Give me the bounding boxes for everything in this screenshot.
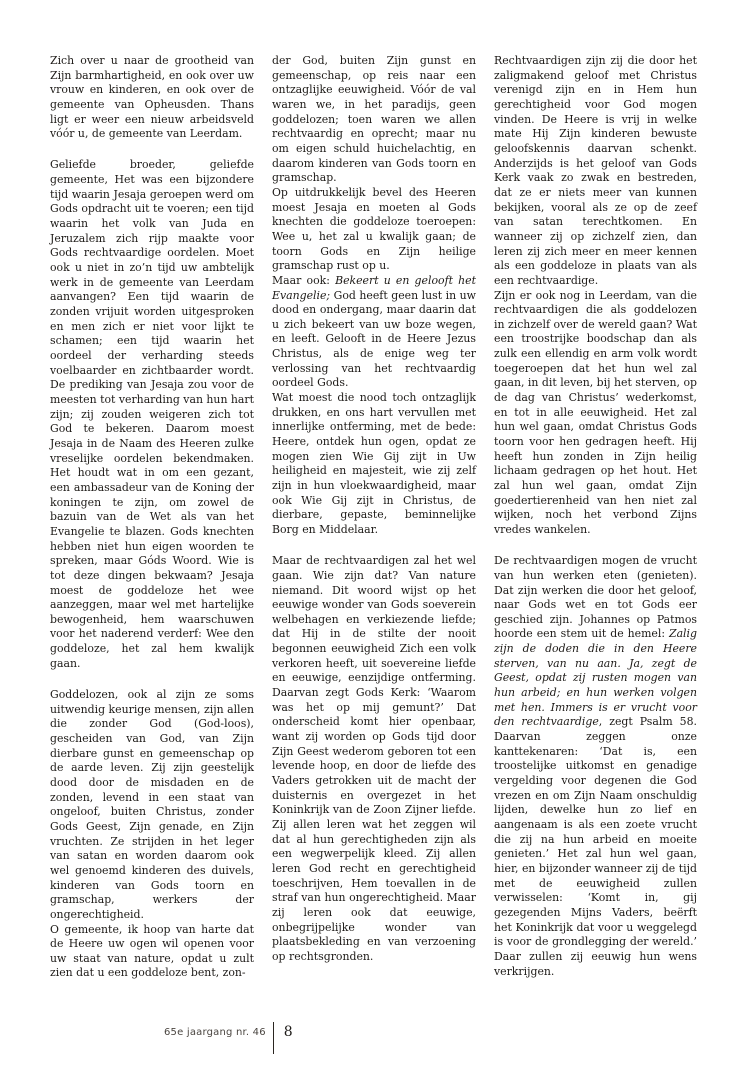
paragraph: Zijn er ook nog in Leerdam, van die rechtvaardigen die als goddelozen in zichzelf over de wereld gaan? Wat een troostrijke boodschap dan als zulk een ellendig en arm volk wordt toegeroepen dat het hun wel zal gaan, in dit leven, bij het sterven, op de dag van Christus’ wederkomst, en tot in alle eeuwigheid. Het zal hun wel gaan, omdat Christus Gods toorn voor hen gedragen heeft. Hij heeft hun zonden in Zijn heilig lichaam gedragen op het hout. Het zal hun wel gaan, omdat Zijn goedertierenheid van hen niet zal wijken, noch het verbond Zijns vredes wankelen. (494, 288, 697, 536)
paragraph-lead: Maar ook: (272, 273, 336, 287)
paragraph: Goddelozen, ook al zijn ze soms uitwendig keurige mensen, zijn allen die zonder God (God-loos), gescheiden van God, van Zijn dierbare gunst en gemeenschap op de aarde leven. Zij zijn geestelijk dood door de misdaden en de zonden, levend in een staat van ongeloof, buiten Christus, zonder Gods Geest, Zijn genade, en Zijn vruchten. Ze strijden in het leger van satan en worden daarom ook wel genoemd kinderen des duivels, kinderen van Gods toorn en gramschap, werkers der ongerechtigheid. (50, 688, 254, 921)
scripture-quote: Bekeert u en gelooft het Evangelie; (272, 273, 476, 302)
paragraph: Geliefde broeder, geliefde gemeente, Het was een bijzondere tijd waarin Jesaja geroepen werd om Gods opdracht uit te voeren; een tijd waarin het volk van Juda en Jeruzalem zich rijp maakte voor Gods rechtvaardige oordelen. Moet ook u niet in zo’n tijd uw ambtelijk werk in de gemeente van Leerdam aanvangen? Een tijd waarin de zonden vrijuit worden uitgesproken en men zich er niet voor lijkt te schamen; een tijd waarin het oordeel der verharding steeds voelbaarder en zichtbaarder wordt. De prediking van Jesaja zou voor de meesten tot verharding van hun hart zijn; zij zouden weigeren zich tot God te bekeren. Daarom moest Jesaja in de Naam des Heeren zulke vreselijke oordelen bekendmaken. Het houdt wat in om een gezant, een ambassadeur van de Koning der koningen te zijn, om zowel de bazuin van de Wet als van het Evangelie te blazen. Gods knechten hebben niet hun eigen woorden te spreken, maar Góds Woord. Wie is tot deze dingen bekwaam? Jesaja moest de goddeloze het wee aanzeggen, maar wel met hartelijke bewogenheid, hem waarschuwen voor het naderend verderf: Wee den goddeloze, het zal hem kwalijk gaan. (50, 158, 255, 670)
page-footer (164, 1016, 293, 1048)
page-number: 8 (283, 1024, 293, 1040)
paragraph: O gemeente, ik hoop van harte dat de Heere uw ogen wil openen voor uw staat van nature, opdat u zult zien dat u een goddeloze bent, zon- (50, 922, 254, 980)
footer-divider (273, 1022, 274, 1054)
paragraph: Maar de rechtvaardigen zal het wel gaan. Wie zijn dat? Van nature niemand. Dit woord wijst op het eeuwige wonder van Gods soeverein welbehagen en verkiezende liefde; dat Hij in de stilte der nooit begonnen eeuwigheid Zich een volk verkoren heeft, uit soevereine liefde en eeuwige, eenzijdige ontferming. Daarvan zegt Gods Kerk: ‘Waarom was het op mij gemunt?’ Dat onderscheid komt hier openbaar, want zij worden op Gods tijd door Zijn Geest wederom geboren tot een levende hoop, en door de liefde des Vaders getrokken uit de macht der duisternis en overgezet in het Koninkrijk van de Zoon Zijner liefde. Zij allen leren wat het zeggen wil dat al hun gerechtigheden zijn als een wegwerpelijk kleed. Zij allen leren God recht en gerechtigheid toeschrijven, Hem toevallen in de straf van hun ongerechtigheid. Maar zij leren ook dat eeuwige, onbegrijpelijke wonder van plaatsbekleding en van verzoening op rechtsgronden. (272, 554, 476, 963)
paragraph: Op uitdrukkelijk bevel des Heeren moest Jesaja en moeten al Gods knechten die goddeloze toeroepen: Wee u, het zal u kwalijk gaan; de toorn Gods en Zijn heilige gramschap rust op u. (272, 185, 476, 273)
scripture-quote: Zalig zijn de doden die in den Heere sterven, van nu aan. Ja, zegt de Geest, opdat zij rusten mogen van hun arbeid; en hun werken volgen met hen. Immers is er vrucht voor den rechtvaardige (494, 627, 697, 729)
paragraph-body: God heeft geen lust in uw dood en ondergang, maar daarin dat u zich bekeert van uw boze wegen, en leeft. Gelooft in de Heere Jezus Christus, als de enige weg ter verlossing van het rechtvaardig oordeel Gods. (272, 288, 476, 390)
text-column-2 (272, 54, 476, 965)
paragraph (272, 274, 476, 391)
paragraph-lead: De rechtvaardigen mogen de vrucht van hun werken eten (genieten). Dat zijn werken die door het geloof, naar Gods wet en tot Gods eer geschied zijn. Johannes op Patmos hoorde een stem uit de hemel: (494, 554, 697, 641)
paragraph: Wat moest die nood toch ontzaglijk drukken, en ons hart vervullen met innerlijke ontferming, met de bede: Heere, ontdek hun ogen, opdat ze mogen zien Wie Gij zijt in Uw heiligheid en majesteit, wie zij zelf zijn in hun vloekwaardigheid, maar ook Wie Gij zijt in Christus, de dierbare, gepaste, beminnelijke Borg en Middelaar. (272, 391, 476, 536)
paragraph: Zich over u naar de grootheid van Zijn barmhartigheid, en ook over uw vrouw en kinderen, en ook over de gemeente van Opheusden. Thans ligt er weer een nieuw arbeidsveld vóór u, de gemeente van Leerdam. (50, 54, 254, 141)
paragraph (494, 554, 697, 979)
paragraph: Rechtvaardigen zijn zij die door het zaligmakend geloof met Christus verenigd zijn en in Hem hun gerechtigheid voor God mogen vinden. De Heere is vrij in welke mate Hij Zijn kinderen bewuste geloofskennis daarvan schenkt. Anderzijds is het geloof van Gods Kerk vaak zo zwak en bestreden, dat ze er niets meer van kunnen bekijken, vooral als ze op de zeef van satan terechtkomen. En wanneer zij op zichzelf zien, dan leren zij zich meer en meer kennen als een goddeloze in plaats van als een rechtvaardige. (494, 54, 697, 287)
paragraph-body: , zegt Psalm 58. Daarvan zeggen onze kanttekenaren: ‘Dat is, een troostelijke uitkomst en genadige vergelding voor degenen die God vrezen en om Zijn Naam onschuldig lijden, dewelke hun zo lief en aangenaam is als een zoete vrucht die zij na hun arbeid en moeite genieten.’ Het zal hun wel gaan, hier, en bijzonder wanneer zij de tijd met de eeuwigheid zullen verwisselen: ‘Komt in, gij gezegenden Mijns Vaders, beërft het Koninkrijk dat voor u weggelegd is voor de grondlegging der wereld.’ Daar zullen zij eeuwig hun wens verkrijgen. (494, 715, 697, 978)
text-column-3 (494, 54, 697, 979)
issue-label: 65e jaargang nr. 46 (164, 1026, 266, 1038)
text-column-1 (50, 54, 254, 981)
paragraph: der God, buiten Zijn gunst en gemeenschap, op reis naar een ontzaglijke eeuwigheid. Vóór de val waren we, in het paradijs, geen goddelozen; toen waren we allen rechtvaardig en oprecht; maar nu om eigen schuld huichelachtig, en daarom kinderen van Gods toorn en gramschap. (272, 54, 476, 185)
